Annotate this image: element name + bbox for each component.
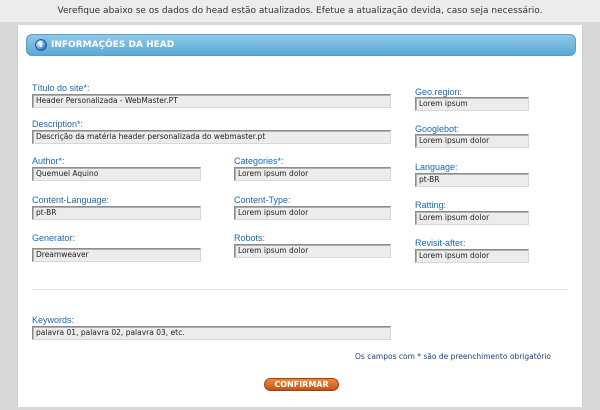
author-label: Author*: [32,156,65,166]
generator-field[interactable]: Dreamweaver [32,248,201,262]
content-type-label: Content-Type: [234,195,291,205]
googlebot-field[interactable]: Lorem ipsum dolor [415,134,529,148]
revisit-after-field[interactable]: Lorem ipsum dolor [415,249,529,263]
keywords-label: Keywords: [32,315,75,325]
author-field[interactable]: Quemuel Aquino [32,167,201,181]
confirm-button[interactable]: CONFIRMAR [264,378,339,391]
language-field[interactable]: pt-BR [415,173,529,187]
info-icon: i [35,39,47,51]
update-notice: Verefique abaixo se os dados do head estão atualizados. Efetue a atualização devida, caso seja necessário. [0,0,600,22]
revisit-after-label: Revisit-after: [415,238,466,248]
keywords-field[interactable]: palavra 01, palavra 02, palavra 03, etc. [32,326,391,340]
robots-label: Robots: [234,233,266,243]
categories-field[interactable]: Lorem ipsum dolor [234,167,391,181]
titulo-label: Título do site*: [32,83,90,93]
categories-label: Categories*: [234,156,284,166]
panel-header [26,34,576,56]
content-language-field[interactable]: pt-BR [32,206,201,220]
geo-region-field[interactable]: Lorem ipsum [415,97,529,111]
generator-label: Generator: [32,233,76,243]
description-field[interactable]: Descrição da matéria header personalizada do webmaster.pt [32,130,391,144]
panel-title: INFORMAÇÕES DA HEAD [51,40,175,50]
content-type-field[interactable]: Lorem ipsum dolor [234,206,391,220]
required-note: Os campos com * são de preenchimento obrigatório [355,352,551,361]
language-label: Language: [415,162,458,172]
head-info-panel [17,25,583,407]
content-language-label: Content-Language: [32,195,110,205]
section-divider [32,289,568,290]
googlebot-label: Googlebot: [415,124,460,134]
ratting-field[interactable]: Lorem ipsum dolor [415,211,529,225]
robots-field[interactable]: Lorem ipsum dolor [234,244,391,258]
ratting-label: Ratting: [415,200,447,210]
titulo-field[interactable]: Header Personalizada - WebMaster.PT [32,94,391,108]
geo-region-label: Geo.region: [415,87,463,97]
description-label: Description*: [32,119,84,129]
